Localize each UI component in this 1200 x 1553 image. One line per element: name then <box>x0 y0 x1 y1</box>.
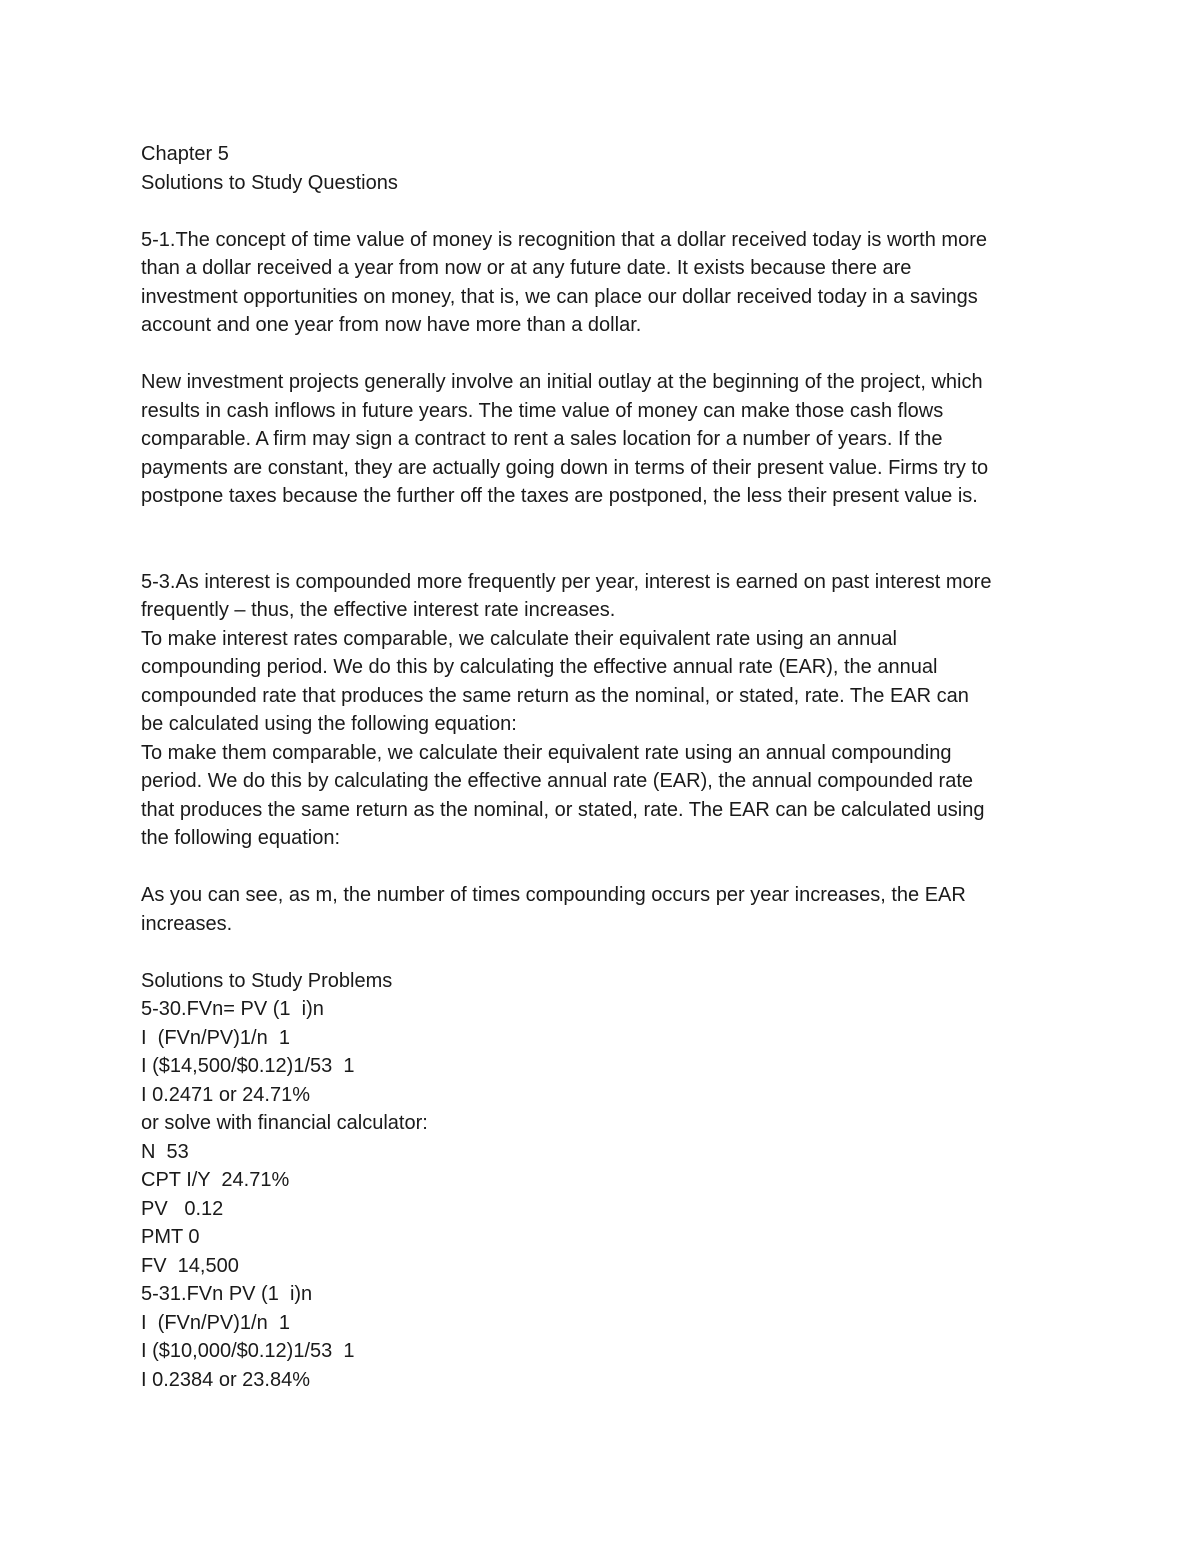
paragraph-line: results in cash inflows in future years. The time value of money can make those cash flows <box>141 399 944 422</box>
spacer <box>141 197 1071 226</box>
paragraph-line: the following equation: <box>141 827 341 849</box>
paragraph-line: 5-3.As interest is compounded more frequently per year, interest is earned on past interest more <box>141 570 992 593</box>
paragraph-line: payments are constant, they are actually going down in terms of their present value. Firms try to <box>141 456 989 479</box>
paragraph-line: increases. <box>141 912 233 935</box>
problem-line: FV 14,500 <box>141 1254 239 1277</box>
answer-5-3-continued <box>141 881 1071 938</box>
study-problems <box>141 967 1071 1395</box>
problem-line: 5-30.FVn= PV (1 i)n <box>141 998 324 1020</box>
problem-line: PMT 0 <box>141 1226 200 1248</box>
spacer <box>141 938 1071 967</box>
paragraph-line: As you can see, as m, the number of times compounding occurs per year increases, the EAR <box>141 884 966 906</box>
problem-line: or solve with financial calculator: <box>141 1112 428 1134</box>
paragraph-line: account and one year from now have more than a dollar. <box>141 314 642 336</box>
spacer <box>141 853 1071 882</box>
problem-line: N 53 <box>141 1140 189 1163</box>
paragraph-line: that produces the same return as the nominal, or stated, rate. The EAR can be calculated using <box>141 798 985 821</box>
paragraph-line: than a dollar received a year from now or at any future date. It exists because there are <box>141 257 912 279</box>
problem-line: CPT I/Y 24.71% <box>141 1169 290 1191</box>
problem-line: PV 0.12 <box>141 1197 224 1220</box>
problem-line: I ($14,500/$0.12)1/53 1 <box>141 1055 355 1077</box>
problem-line: I (FVn/PV)1/n 1 <box>141 1311 290 1334</box>
paragraph-line: To make them comparable, we calculate their equivalent rate using an annual compounding <box>141 741 952 764</box>
paragraph-line: 5-1.The concept of time value of money is recognition that a dollar received today is worth more <box>141 228 987 251</box>
answer-5-1-continued <box>141 368 1071 511</box>
paragraph-line: compounded rate that produces the same return as the nominal, or stated, rate. The EAR can <box>141 684 969 707</box>
problem-line: I 0.2384 or 23.84% <box>141 1368 311 1391</box>
paragraph-line: period. We do this by calculating the effective annual rate (EAR), the annual compounded rate <box>141 770 973 792</box>
chapter-title: Chapter 5 <box>141 143 229 165</box>
problem-line: I ($10,000/$0.12)1/53 1 <box>141 1340 355 1362</box>
spacer <box>141 340 1071 369</box>
paragraph-line: compounding period. We do this by calculating the effective annual rate (EAR), the annual <box>141 656 938 678</box>
paragraph-line: New investment projects generally involve an initial outlay at the beginning of the project, which <box>141 371 983 393</box>
section-heading-problems: Solutions to Study Problems <box>141 969 393 992</box>
paragraph-line: be calculated using the following equation: <box>141 713 517 735</box>
paragraph-line: frequently – thus, the effective interest rate increases. <box>141 599 616 621</box>
paragraph-line: comparable. A firm may sign a contract to rent a sales location for a number of years. If the <box>141 428 943 450</box>
problem-line: 5-31.FVn PV (1 i)n <box>141 1283 313 1305</box>
section-heading-questions: Solutions to Study Questions <box>141 171 398 194</box>
problem-line: I 0.2471 or 24.71% <box>141 1083 311 1106</box>
paragraph-line: postpone taxes because the further off the taxes are postponed, the less their present value is. <box>141 485 978 507</box>
paragraph-line: investment opportunities on money, that is, we can place our dollar received today in a savings <box>141 285 978 308</box>
problem-line: I (FVn/PV)1/n 1 <box>141 1026 290 1049</box>
answer-5-1 <box>141 226 1071 340</box>
spacer <box>141 511 1071 568</box>
paragraph-line: To make interest rates comparable, we calculate their equivalent rate using an annual <box>141 627 897 650</box>
document-body <box>141 140 1071 1394</box>
answer-5-3 <box>141 568 1071 853</box>
